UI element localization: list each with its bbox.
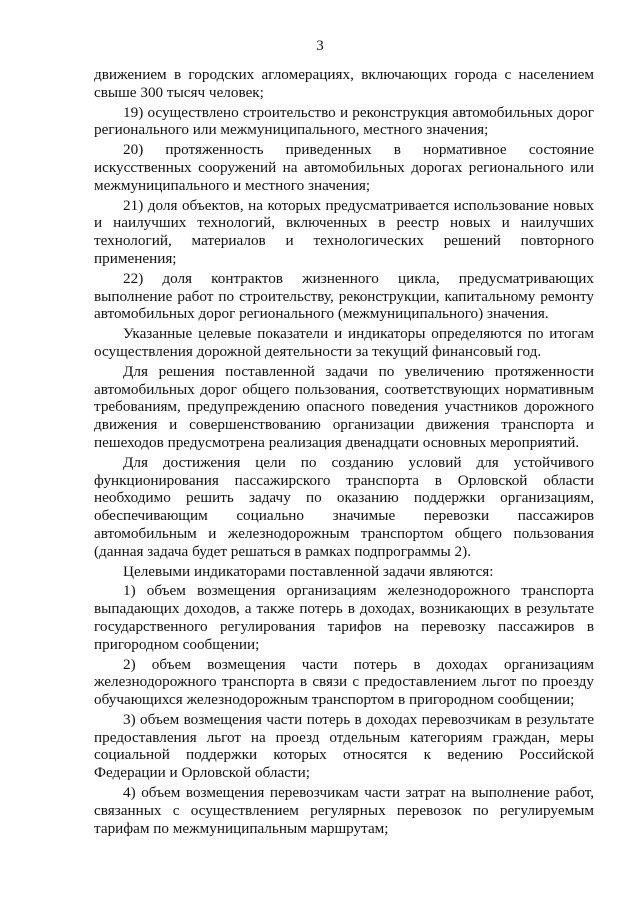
- list-item-21: 21) доля объектов, на которых предусматривается использование новых и наилучших технологий, включенных в реестр новых и наилучших технологий, материалов и технологических решений повторного применения;: [94, 196, 594, 267]
- paragraph-indicators-note: Указанные целевые показатели и индикаторы определяются по итогам осуществления дорожной деятельности за текущий финансовый год.: [94, 325, 594, 360]
- page-number: 3: [316, 38, 324, 54]
- paragraph-road-measures: Для решения поставленной задачи по увеличению протяженности автомобильных дорог общего пользования, соответствующих нормативным требованиям, предупреждению опасного поведения участников дорожного движения и совершенствованию организации движения транспорта и пешеходов предусмотрена реализация двенадцати основных мероприятий.: [94, 362, 594, 451]
- list-item-19: 19) осуществлено строительство и реконструкция автомобильных дорог регионального или межмуниципального, местного значения;: [94, 103, 594, 139]
- indicator-item-1: 1) объем возмещения организациям железнодорожного транспорта выпадающих доходов, а также потерь в доходах, возникающих в результате государственного регулирования тарифов на перевозку пассажиров в пригородном сообщении;: [94, 582, 594, 653]
- paragraph-transport-goal: Для достижения цели по созданию условий для устойчивого функционирования пассажирского транспорта в Орловской области необходимо решить задачу по оказанию поддержки организациям, обеспечивающим социально значимые перевозки пассажиров автомобильным и железнодорожным транспортом общего пользования (данная задача будет решаться в рамках подпрограммы 2).: [94, 453, 594, 560]
- indicator-item-3: 3) объем возмещения части потерь в доходах перевозчикам в результате предоставления льгот на проезд отдельным категориям граждан, меры социальной поддержки которых относятся к ведению Российской Федерации и Орловской области;: [94, 710, 594, 782]
- list-item-20: 20) протяженность приведенных в нормативное состояние искусственных сооружений на автомобильных дорогах регионального или межмуниципального и местного значения;: [94, 141, 594, 194]
- list-item-22: 22) доля контрактов жизненного цикла, предусматривающих выполнение работ по строительству, реконструкции, капитальному ремонту автомобильных дорог регионального (межмуниципального) значения.: [94, 269, 594, 323]
- document-body: [94, 66, 594, 839]
- paragraph-indicators-heading: Целевыми индикаторами поставленной задачи являются:: [123, 562, 494, 580]
- paragraph-continuation: движением в городских агломерациях, включающих города с населением свыше 300 тысяч человек;: [94, 66, 594, 101]
- indicator-item-2: 2) объем возмещения части потерь в доходах организациям железнодорожного транспорта в связи с предоставлением льгот по проезду обучающихся железнодорожным транспортом в пригородном сообщении;: [94, 655, 594, 709]
- indicator-item-4: 4) объем возмещения перевозчикам части затрат на выполнение работ, связанных с осуществлением регулярных перевозок по регулируемым тарифам по межмуниципальным маршрутам;: [94, 784, 594, 837]
